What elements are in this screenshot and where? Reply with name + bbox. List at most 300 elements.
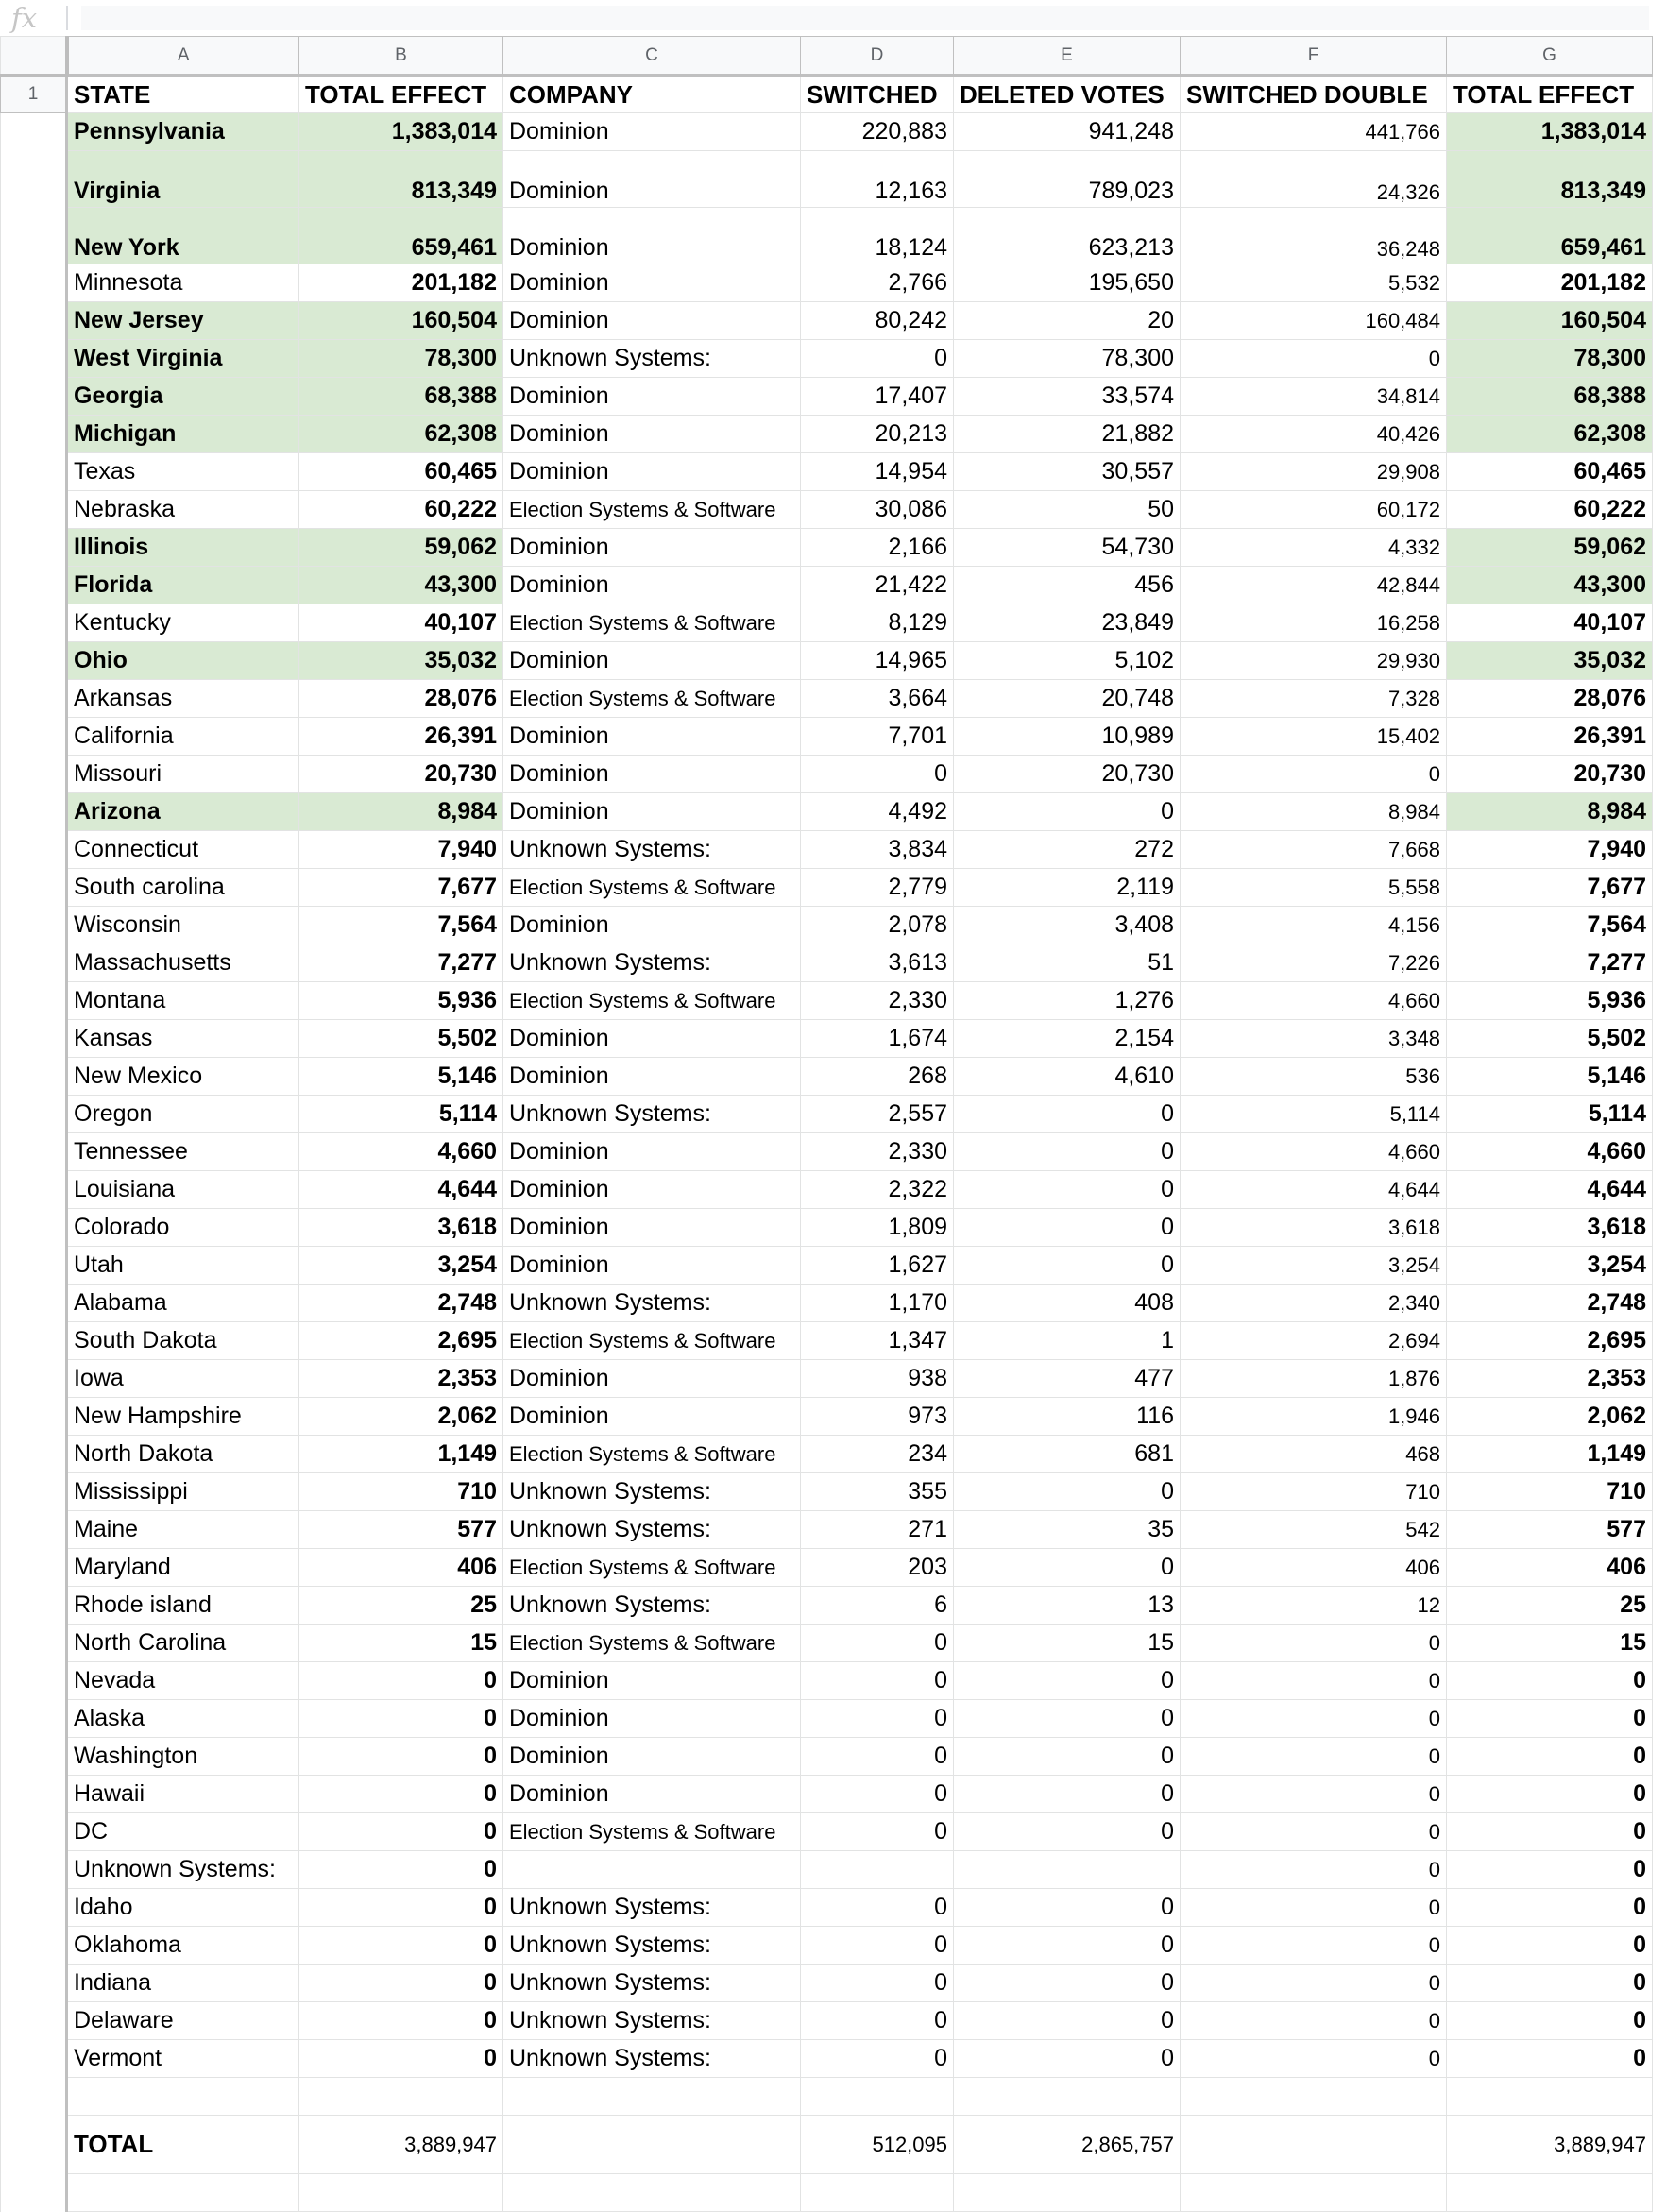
total-effect-cell[interactable]: 0 — [299, 1889, 503, 1927]
company-cell[interactable]: Election Systems & Software — [503, 1625, 801, 1662]
total-effect-2-cell[interactable]: 3,254 — [1447, 1247, 1653, 1285]
total-effect-2-cell[interactable]: 2,062 — [1447, 1398, 1653, 1436]
total-effect-2-cell[interactable]: 1,149 — [1447, 1436, 1653, 1473]
company-cell[interactable]: Unknown Systems: — [503, 1889, 801, 1927]
switched-cell[interactable]: 0 — [801, 340, 954, 378]
switched-double-cell[interactable]: 42,844 — [1181, 567, 1447, 604]
total-effect-2-cell[interactable]: 2,748 — [1447, 1285, 1653, 1322]
state-cell[interactable]: Louisiana — [67, 1171, 299, 1209]
state-cell[interactable]: DC — [67, 1813, 299, 1851]
company-cell[interactable]: Dominion — [503, 1058, 801, 1096]
company-cell[interactable]: Dominion — [503, 378, 801, 416]
switched-double-cell[interactable]: 468 — [1181, 1436, 1447, 1473]
total-effect-cell[interactable]: 160,504 — [299, 302, 503, 340]
total-effect-cell[interactable]: 406 — [299, 1549, 503, 1587]
switched-double-cell[interactable]: 0 — [1181, 1889, 1447, 1927]
switched-double-cell[interactable]: 542 — [1181, 1511, 1447, 1549]
deleted-votes-cell[interactable]: 0 — [954, 1247, 1181, 1285]
total-effect-cell[interactable]: 0 — [299, 1700, 503, 1738]
state-cell[interactable]: New Hampshire — [67, 1398, 299, 1436]
state-cell[interactable]: New York — [67, 208, 299, 264]
company-cell[interactable]: Election Systems & Software — [503, 680, 801, 718]
deleted-votes-cell[interactable]: 78,300 — [954, 340, 1181, 378]
total-effect-cell[interactable]: 0 — [299, 1965, 503, 2002]
state-cell[interactable]: Utah — [67, 1247, 299, 1285]
total-effect-cell[interactable]: 0 — [299, 1927, 503, 1965]
deleted-votes-cell[interactable]: 195,650 — [954, 264, 1181, 302]
total-effect-2-cell[interactable]: 43,300 — [1447, 567, 1653, 604]
total-effect-2-cell[interactable]: 0 — [1447, 1851, 1653, 1889]
switched-double-cell[interactable]: 710 — [1181, 1473, 1447, 1511]
state-cell[interactable]: Colorado — [67, 1209, 299, 1247]
column-header-g[interactable]: G — [1447, 37, 1653, 76]
company-cell[interactable]: Dominion — [503, 1738, 801, 1776]
total-effect-2-cell[interactable]: 35,032 — [1447, 642, 1653, 680]
switched-cell[interactable]: 0 — [801, 1927, 954, 1965]
switched-cell[interactable]: 0 — [801, 1965, 954, 2002]
state-cell[interactable]: New Mexico — [67, 1058, 299, 1096]
total-effect-2-sum[interactable]: 3,889,947 — [1447, 2116, 1653, 2174]
switched-double-cell[interactable]: 0 — [1181, 1813, 1447, 1851]
switched-cell[interactable]: 12,163 — [801, 151, 954, 208]
total-effect-cell[interactable]: 0 — [299, 1813, 503, 1851]
empty-cell[interactable] — [503, 2116, 801, 2174]
switched-cell[interactable] — [801, 1851, 954, 1889]
empty-cell[interactable] — [1181, 2116, 1447, 2174]
state-cell[interactable]: Pennsylvania — [67, 113, 299, 151]
deleted-votes-cell[interactable] — [954, 1851, 1181, 1889]
state-cell[interactable]: Wisconsin — [67, 907, 299, 944]
switched-cell[interactable]: 0 — [801, 1625, 954, 1662]
switched-double-cell[interactable]: 0 — [1181, 2040, 1447, 2078]
company-cell[interactable]: Dominion — [503, 302, 801, 340]
deleted-votes-cell[interactable]: 456 — [954, 567, 1181, 604]
switched-double-cell[interactable]: 536 — [1181, 1058, 1447, 1096]
column-header-d[interactable]: D — [801, 37, 954, 76]
company-cell[interactable]: Election Systems & Software — [503, 869, 801, 907]
state-cell[interactable]: Alaska — [67, 1700, 299, 1738]
deleted-votes-cell[interactable]: 15 — [954, 1625, 1181, 1662]
deleted-votes-cell[interactable]: 0 — [954, 1473, 1181, 1511]
state-cell[interactable]: Florida — [67, 567, 299, 604]
total-effect-2-cell[interactable]: 201,182 — [1447, 264, 1653, 302]
total-effect-sum[interactable]: 3,889,947 — [299, 2116, 503, 2174]
deleted-votes-cell[interactable]: 2,119 — [954, 869, 1181, 907]
deleted-votes-cell[interactable]: 0 — [954, 793, 1181, 831]
total-effect-2-cell[interactable]: 5,502 — [1447, 1020, 1653, 1058]
switched-cell[interactable]: 3,613 — [801, 944, 954, 982]
switched-double-cell[interactable]: 0 — [1181, 1738, 1447, 1776]
deleted-votes-cell[interactable]: 20,730 — [954, 756, 1181, 793]
total-effect-2-cell[interactable]: 5,936 — [1447, 982, 1653, 1020]
column-header-b[interactable]: B — [299, 37, 503, 76]
company-cell[interactable]: Dominion — [503, 567, 801, 604]
company-cell[interactable]: Election Systems & Software — [503, 1549, 801, 1587]
state-cell[interactable]: North Carolina — [67, 1625, 299, 1662]
switched-double-cell[interactable]: 4,332 — [1181, 529, 1447, 567]
switched-cell[interactable]: 80,242 — [801, 302, 954, 340]
company-cell[interactable]: Dominion — [503, 453, 801, 491]
empty-cell[interactable] — [67, 2078, 299, 2116]
total-effect-2-cell[interactable]: 2,353 — [1447, 1360, 1653, 1398]
total-effect-2-cell[interactable]: 60,465 — [1447, 453, 1653, 491]
switched-cell[interactable]: 6 — [801, 1587, 954, 1625]
deleted-votes-cell[interactable]: 20 — [954, 302, 1181, 340]
switched-double-cell[interactable]: 8,984 — [1181, 793, 1447, 831]
switched-cell[interactable]: 203 — [801, 1549, 954, 1587]
company-cell[interactable]: Unknown Systems: — [503, 1511, 801, 1549]
deleted-votes-cell[interactable]: 0 — [954, 1738, 1181, 1776]
state-cell[interactable]: South Dakota — [67, 1322, 299, 1360]
switched-cell[interactable]: 20,213 — [801, 416, 954, 453]
deleted-votes-cell[interactable]: 0 — [954, 1965, 1181, 2002]
state-cell[interactable]: West Virginia — [67, 340, 299, 378]
state-cell[interactable]: Delaware — [67, 2002, 299, 2040]
switched-cell[interactable]: 973 — [801, 1398, 954, 1436]
total-effect-2-cell[interactable]: 577 — [1447, 1511, 1653, 1549]
state-cell[interactable]: North Dakota — [67, 1436, 299, 1473]
row-header-1[interactable]: 1 — [1, 76, 67, 113]
total-effect-2-cell[interactable]: 62,308 — [1447, 416, 1653, 453]
total-effect-cell[interactable]: 35,032 — [299, 642, 503, 680]
switched-cell[interactable]: 0 — [801, 1700, 954, 1738]
switched-cell[interactable]: 1,347 — [801, 1322, 954, 1360]
company-cell[interactable]: Unknown Systems: — [503, 1285, 801, 1322]
switched-cell[interactable]: 938 — [801, 1360, 954, 1398]
total-effect-cell[interactable]: 7,564 — [299, 907, 503, 944]
switched-cell[interactable]: 0 — [801, 1813, 954, 1851]
total-effect-2-cell[interactable]: 7,940 — [1447, 831, 1653, 869]
state-cell[interactable]: Arkansas — [67, 680, 299, 718]
total-effect-cell[interactable]: 0 — [299, 1662, 503, 1700]
total-effect-cell[interactable]: 710 — [299, 1473, 503, 1511]
total-effect-cell[interactable]: 0 — [299, 1851, 503, 1889]
total-effect-2-cell[interactable]: 8,984 — [1447, 793, 1653, 831]
company-cell[interactable]: Election Systems & Software — [503, 1322, 801, 1360]
deleted-votes-cell[interactable]: 5,102 — [954, 642, 1181, 680]
state-cell[interactable]: Iowa — [67, 1360, 299, 1398]
total-effect-2-cell[interactable]: 659,461 — [1447, 208, 1653, 264]
deleted-votes-cell[interactable]: 0 — [954, 1927, 1181, 1965]
empty-cell[interactable] — [299, 2174, 503, 2212]
select-all-corner[interactable] — [1, 37, 67, 76]
total-effect-2-cell[interactable]: 2,695 — [1447, 1322, 1653, 1360]
deleted-votes-cell[interactable]: 0 — [954, 1133, 1181, 1171]
company-cell[interactable]: Dominion — [503, 1776, 801, 1813]
company-cell[interactable]: Dominion — [503, 1662, 801, 1700]
empty-cell[interactable] — [299, 2078, 503, 2116]
state-cell[interactable]: California — [67, 718, 299, 756]
total-effect-cell[interactable]: 5,146 — [299, 1058, 503, 1096]
total-effect-cell[interactable]: 59,062 — [299, 529, 503, 567]
company-cell[interactable]: Unknown Systems: — [503, 1587, 801, 1625]
deleted-votes-cell[interactable]: 0 — [954, 1096, 1181, 1133]
switched-double-cell[interactable]: 5,114 — [1181, 1096, 1447, 1133]
company-cell[interactable]: Unknown Systems: — [503, 1965, 801, 2002]
switched-double-cell[interactable]: 16,258 — [1181, 604, 1447, 642]
total-effect-cell[interactable]: 1,383,014 — [299, 113, 503, 151]
switched-double-cell[interactable]: 2,340 — [1181, 1285, 1447, 1322]
total-effect-2-cell[interactable]: 26,391 — [1447, 718, 1653, 756]
state-cell[interactable]: Ohio — [67, 642, 299, 680]
total-effect-cell[interactable]: 43,300 — [299, 567, 503, 604]
switched-double-cell[interactable]: 24,326 — [1181, 151, 1447, 208]
empty-cell[interactable] — [1447, 2078, 1653, 2116]
switched-double-cell[interactable]: 0 — [1181, 756, 1447, 793]
total-effect-cell[interactable]: 25 — [299, 1587, 503, 1625]
company-cell[interactable]: Dominion — [503, 642, 801, 680]
switched-cell[interactable]: 2,166 — [801, 529, 954, 567]
total-effect-2-cell[interactable]: 0 — [1447, 1965, 1653, 2002]
switched-double-cell[interactable]: 40,426 — [1181, 416, 1447, 453]
company-cell[interactable]: Unknown Systems: — [503, 2040, 801, 2078]
company-cell[interactable]: Election Systems & Software — [503, 491, 801, 529]
total-effect-2-cell[interactable]: 68,388 — [1447, 378, 1653, 416]
total-effect-cell[interactable]: 813,349 — [299, 151, 503, 208]
deleted-votes-cell[interactable]: 0 — [954, 1549, 1181, 1587]
total-effect-cell[interactable]: 4,644 — [299, 1171, 503, 1209]
switched-cell[interactable]: 0 — [801, 1889, 954, 1927]
company-cell[interactable]: Dominion — [503, 1209, 801, 1247]
header-switched-double[interactable]: SWITCHED DOUBLE — [1181, 76, 1447, 113]
company-cell[interactable]: Dominion — [503, 529, 801, 567]
total-effect-2-cell[interactable]: 406 — [1447, 1549, 1653, 1587]
deleted-votes-cell[interactable]: 0 — [954, 1171, 1181, 1209]
total-effect-2-cell[interactable]: 710 — [1447, 1473, 1653, 1511]
state-cell[interactable]: Kansas — [67, 1020, 299, 1058]
switched-double-cell[interactable]: 3,348 — [1181, 1020, 1447, 1058]
deleted-votes-cell[interactable]: 2,154 — [954, 1020, 1181, 1058]
state-cell[interactable]: Maryland — [67, 1549, 299, 1587]
switched-cell[interactable]: 268 — [801, 1058, 954, 1096]
total-effect-cell[interactable]: 7,940 — [299, 831, 503, 869]
formula-input[interactable] — [81, 6, 1649, 30]
total-effect-2-cell[interactable]: 0 — [1447, 1738, 1653, 1776]
switched-cell[interactable]: 4,492 — [801, 793, 954, 831]
total-effect-2-cell[interactable]: 5,146 — [1447, 1058, 1653, 1096]
total-effect-cell[interactable]: 7,677 — [299, 869, 503, 907]
switched-double-cell[interactable]: 0 — [1181, 340, 1447, 378]
switched-double-cell[interactable]: 29,930 — [1181, 642, 1447, 680]
switched-double-cell[interactable]: 7,328 — [1181, 680, 1447, 718]
switched-cell[interactable]: 17,407 — [801, 378, 954, 416]
switched-double-cell[interactable]: 0 — [1181, 1700, 1447, 1738]
empty-cell[interactable] — [954, 2078, 1181, 2116]
switched-cell[interactable]: 2,557 — [801, 1096, 954, 1133]
company-cell[interactable]: Dominion — [503, 1700, 801, 1738]
switched-cell[interactable]: 271 — [801, 1511, 954, 1549]
switched-cell[interactable]: 0 — [801, 1738, 954, 1776]
state-cell[interactable]: Michigan — [67, 416, 299, 453]
empty-cell[interactable] — [954, 2174, 1181, 2212]
total-label[interactable]: TOTAL — [67, 2116, 299, 2174]
state-cell[interactable]: Georgia — [67, 378, 299, 416]
deleted-votes-cell[interactable]: 623,213 — [954, 208, 1181, 264]
total-effect-cell[interactable]: 40,107 — [299, 604, 503, 642]
total-effect-cell[interactable]: 20,730 — [299, 756, 503, 793]
deleted-votes-cell[interactable]: 941,248 — [954, 113, 1181, 151]
total-effect-2-cell[interactable]: 59,062 — [1447, 529, 1653, 567]
total-effect-cell[interactable]: 60,465 — [299, 453, 503, 491]
switched-cell[interactable]: 18,124 — [801, 208, 954, 264]
deleted-votes-cell[interactable]: 30,557 — [954, 453, 1181, 491]
total-effect-cell[interactable]: 60,222 — [299, 491, 503, 529]
switched-cell[interactable]: 220,883 — [801, 113, 954, 151]
switched-cell[interactable]: 2,078 — [801, 907, 954, 944]
company-cell[interactable]: Unknown Systems: — [503, 2002, 801, 2040]
company-cell[interactable]: Dominion — [503, 718, 801, 756]
total-effect-cell[interactable]: 3,254 — [299, 1247, 503, 1285]
deleted-votes-cell[interactable]: 1 — [954, 1322, 1181, 1360]
state-cell[interactable]: Minnesota — [67, 264, 299, 302]
state-cell[interactable]: Connecticut — [67, 831, 299, 869]
switched-double-cell[interactable]: 0 — [1181, 1927, 1447, 1965]
column-header-e[interactable]: E — [954, 37, 1181, 76]
deleted-votes-cell[interactable]: 681 — [954, 1436, 1181, 1473]
company-cell[interactable]: Dominion — [503, 756, 801, 793]
total-effect-2-cell[interactable]: 160,504 — [1447, 302, 1653, 340]
empty-cell[interactable] — [1181, 2078, 1447, 2116]
switched-cell[interactable]: 1,627 — [801, 1247, 954, 1285]
company-cell[interactable]: Unknown Systems: — [503, 944, 801, 982]
deleted-votes-cell[interactable]: 54,730 — [954, 529, 1181, 567]
switched-double-cell[interactable]: 3,254 — [1181, 1247, 1447, 1285]
empty-cell[interactable] — [801, 2174, 954, 2212]
switched-double-cell[interactable]: 29,908 — [1181, 453, 1447, 491]
company-cell[interactable]: Unknown Systems: — [503, 831, 801, 869]
deleted-votes-cell[interactable]: 408 — [954, 1285, 1181, 1322]
state-cell[interactable]: Hawaii — [67, 1776, 299, 1813]
total-effect-cell[interactable]: 0 — [299, 1738, 503, 1776]
deleted-votes-cell[interactable]: 789,023 — [954, 151, 1181, 208]
switched-double-cell[interactable]: 0 — [1181, 1662, 1447, 1700]
deleted-votes-cell[interactable]: 0 — [954, 1813, 1181, 1851]
company-cell[interactable]: Dominion — [503, 113, 801, 151]
state-cell[interactable]: Unknown Systems: — [67, 1851, 299, 1889]
deleted-votes-sum[interactable]: 2,865,757 — [954, 2116, 1181, 2174]
deleted-votes-cell[interactable]: 35 — [954, 1511, 1181, 1549]
switched-double-cell[interactable]: 5,558 — [1181, 869, 1447, 907]
switched-cell[interactable]: 14,965 — [801, 642, 954, 680]
total-effect-cell[interactable]: 8,984 — [299, 793, 503, 831]
total-effect-2-cell[interactable]: 0 — [1447, 1889, 1653, 1927]
switched-double-cell[interactable]: 5,532 — [1181, 264, 1447, 302]
state-cell[interactable]: Massachusetts — [67, 944, 299, 982]
switched-double-cell[interactable]: 4,156 — [1181, 907, 1447, 944]
deleted-votes-cell[interactable]: 23,849 — [954, 604, 1181, 642]
empty-cell[interactable] — [1181, 2174, 1447, 2212]
switched-double-cell[interactable]: 441,766 — [1181, 113, 1447, 151]
switched-cell[interactable]: 2,779 — [801, 869, 954, 907]
state-cell[interactable]: Maine — [67, 1511, 299, 1549]
switched-sum[interactable]: 512,095 — [801, 2116, 954, 2174]
total-effect-cell[interactable]: 5,936 — [299, 982, 503, 1020]
switched-double-cell[interactable]: 160,484 — [1181, 302, 1447, 340]
total-effect-2-cell[interactable]: 40,107 — [1447, 604, 1653, 642]
total-effect-2-cell[interactable]: 15 — [1447, 1625, 1653, 1662]
total-effect-cell[interactable]: 26,391 — [299, 718, 503, 756]
total-effect-2-cell[interactable]: 4,644 — [1447, 1171, 1653, 1209]
total-effect-cell[interactable]: 15 — [299, 1625, 503, 1662]
header-deleted-votes[interactable]: DELETED VOTES — [954, 76, 1181, 113]
company-cell[interactable]: Dominion — [503, 1360, 801, 1398]
total-effect-cell[interactable]: 2,748 — [299, 1285, 503, 1322]
header-total-effect-2[interactable]: TOTAL EFFECT — [1447, 76, 1653, 113]
header-total-effect[interactable]: TOTAL EFFECT — [299, 76, 503, 113]
deleted-votes-cell[interactable]: 0 — [954, 1776, 1181, 1813]
company-cell[interactable] — [503, 1851, 801, 1889]
switched-double-cell[interactable]: 34,814 — [1181, 378, 1447, 416]
company-cell[interactable]: Dominion — [503, 1020, 801, 1058]
switched-cell[interactable]: 7,701 — [801, 718, 954, 756]
deleted-votes-cell[interactable]: 4,610 — [954, 1058, 1181, 1096]
empty-cell[interactable] — [1447, 2174, 1653, 2212]
total-effect-2-cell[interactable]: 0 — [1447, 1662, 1653, 1700]
deleted-votes-cell[interactable]: 10,989 — [954, 718, 1181, 756]
deleted-votes-cell[interactable]: 116 — [954, 1398, 1181, 1436]
company-cell[interactable]: Dominion — [503, 1398, 801, 1436]
header-switched[interactable]: SWITCHED — [801, 76, 954, 113]
switched-double-cell[interactable]: 4,660 — [1181, 982, 1447, 1020]
total-effect-cell[interactable]: 201,182 — [299, 264, 503, 302]
switched-cell[interactable]: 0 — [801, 1662, 954, 1700]
switched-double-cell[interactable]: 0 — [1181, 1851, 1447, 1889]
total-effect-cell[interactable]: 5,502 — [299, 1020, 503, 1058]
total-effect-2-cell[interactable]: 60,222 — [1447, 491, 1653, 529]
column-header-f[interactable]: F — [1181, 37, 1447, 76]
deleted-votes-cell[interactable]: 51 — [954, 944, 1181, 982]
switched-cell[interactable]: 0 — [801, 2002, 954, 2040]
switched-cell[interactable]: 21,422 — [801, 567, 954, 604]
column-header-a[interactable]: A — [67, 37, 299, 76]
switched-cell[interactable]: 3,664 — [801, 680, 954, 718]
state-cell[interactable]: Vermont — [67, 2040, 299, 2078]
total-effect-cell[interactable]: 68,388 — [299, 378, 503, 416]
switched-double-cell[interactable]: 15,402 — [1181, 718, 1447, 756]
deleted-votes-cell[interactable]: 1,276 — [954, 982, 1181, 1020]
state-cell[interactable]: Montana — [67, 982, 299, 1020]
switched-double-cell[interactable]: 1,946 — [1181, 1398, 1447, 1436]
total-effect-2-cell[interactable]: 1,383,014 — [1447, 113, 1653, 151]
deleted-votes-cell[interactable]: 477 — [954, 1360, 1181, 1398]
empty-cell[interactable] — [503, 2174, 801, 2212]
state-cell[interactable]: Texas — [67, 453, 299, 491]
switched-double-cell[interactable]: 0 — [1181, 2002, 1447, 2040]
deleted-votes-cell[interactable]: 0 — [954, 1889, 1181, 1927]
empty-cell[interactable] — [801, 2078, 954, 2116]
deleted-votes-cell[interactable]: 20,748 — [954, 680, 1181, 718]
deleted-votes-cell[interactable]: 0 — [954, 2002, 1181, 2040]
total-effect-cell[interactable]: 62,308 — [299, 416, 503, 453]
header-state[interactable]: STATE — [67, 76, 299, 113]
company-cell[interactable]: Election Systems & Software — [503, 1813, 801, 1851]
switched-cell[interactable]: 3,834 — [801, 831, 954, 869]
state-cell[interactable]: Mississippi — [67, 1473, 299, 1511]
switched-double-cell[interactable]: 2,694 — [1181, 1322, 1447, 1360]
switched-double-cell[interactable]: 0 — [1181, 1776, 1447, 1813]
header-company[interactable]: COMPANY — [503, 76, 801, 113]
company-cell[interactable]: Dominion — [503, 208, 801, 264]
company-cell[interactable]: Election Systems & Software — [503, 604, 801, 642]
total-effect-cell[interactable]: 577 — [299, 1511, 503, 1549]
state-cell[interactable]: Kentucky — [67, 604, 299, 642]
company-cell[interactable]: Unknown Systems: — [503, 1473, 801, 1511]
state-cell[interactable]: Oklahoma — [67, 1927, 299, 1965]
switched-cell[interactable]: 8,129 — [801, 604, 954, 642]
total-effect-cell[interactable]: 2,062 — [299, 1398, 503, 1436]
switched-cell[interactable]: 1,170 — [801, 1285, 954, 1322]
switched-cell[interactable]: 0 — [801, 1776, 954, 1813]
